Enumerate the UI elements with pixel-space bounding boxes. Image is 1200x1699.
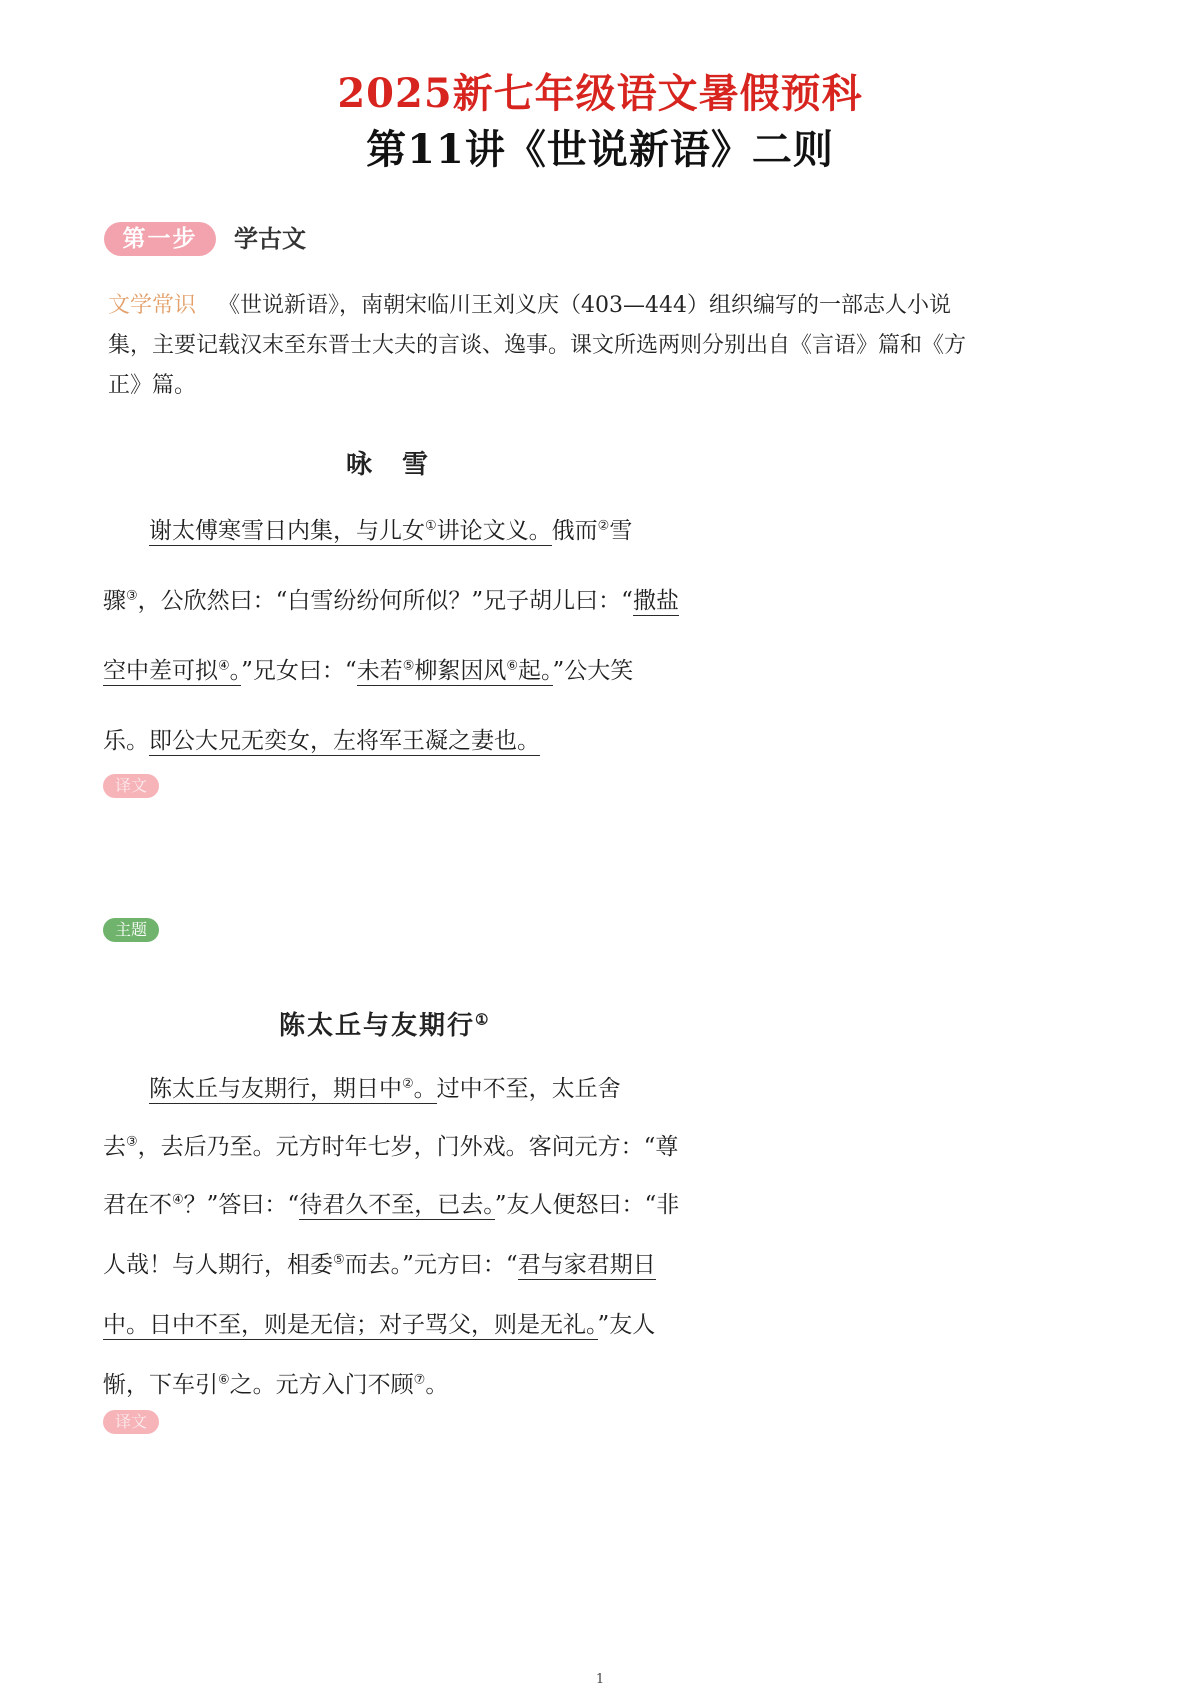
step-title: 学古文 [234,225,306,253]
poem2-title: 陈太丘与友期行① [279,1010,491,1041]
literary-knowledge-label: 文学常识 [108,293,197,318]
poem1-line-3: 空中差可拟④。”兄女曰：“未若⑤柳絮因风⑥起。”公大笑 [103,658,634,684]
poem2-body [103,1070,680,1410]
poem2-line-1: 陈太丘与友期行，期日中②。过中不至，太丘舍 [149,1076,621,1102]
poem1-line-2: 骤③，公欣然曰：“白雪纷纷何所似？”兄子胡儿曰：“撒盐 [103,588,679,614]
poem2-line-4: 人哉！与人期行，相委⑤而去。”元方曰：“君与家君期日 [103,1252,656,1278]
translation-tag[interactable]: 译文 [103,774,159,798]
poem2-line-3: 君在不④？”答曰：“待君久不至，已去。”友人便怒曰：“非 [103,1192,680,1218]
theme-tag[interactable]: 主题 [103,918,159,942]
poem1-line-4: 乐。即公大兄无奕女，左将军王凝之妻也。 [103,728,540,754]
translation-tag-2[interactable]: 译文 [103,1410,159,1434]
literary-knowledge [108,286,988,406]
lesson-title: 第11讲《世说新语》二则 [366,126,834,173]
step-badge: 第一步 [104,222,216,256]
page-number: 1 [595,1672,605,1687]
document-title: 2025新七年级语文暑假预科 [337,70,863,117]
poem1-title: 咏 雪 [346,450,431,480]
poem2-line-6: 惭，下车引⑥之。元方入门不顾⑦。 [103,1372,449,1398]
poem1-line-1: 谢太傅寒雪日内集，与儿女①讲论文义。俄而②雪 [149,518,633,544]
underlined-text: 谢太傅寒雪日内集，与儿女①讲论文义。 [149,518,552,544]
literary-knowledge-text: 《世说新语》，南朝宋临川王刘义庆（403—444）组织编写的一部志人小说集，主要记载汉末至东晋士大夫的言谈、逸事。课文所选两则分别出自《言语》篇和《方正》篇。 [108,293,967,398]
poem2-line-2: 去③，去后乃至。元方时年七岁，门外戏。客问元方：“尊 [103,1134,679,1160]
poem1-body [103,512,679,772]
poem2-line-5: 中。日中不至，则是无信；对子骂父，则是无礼。”友人 [103,1312,656,1338]
